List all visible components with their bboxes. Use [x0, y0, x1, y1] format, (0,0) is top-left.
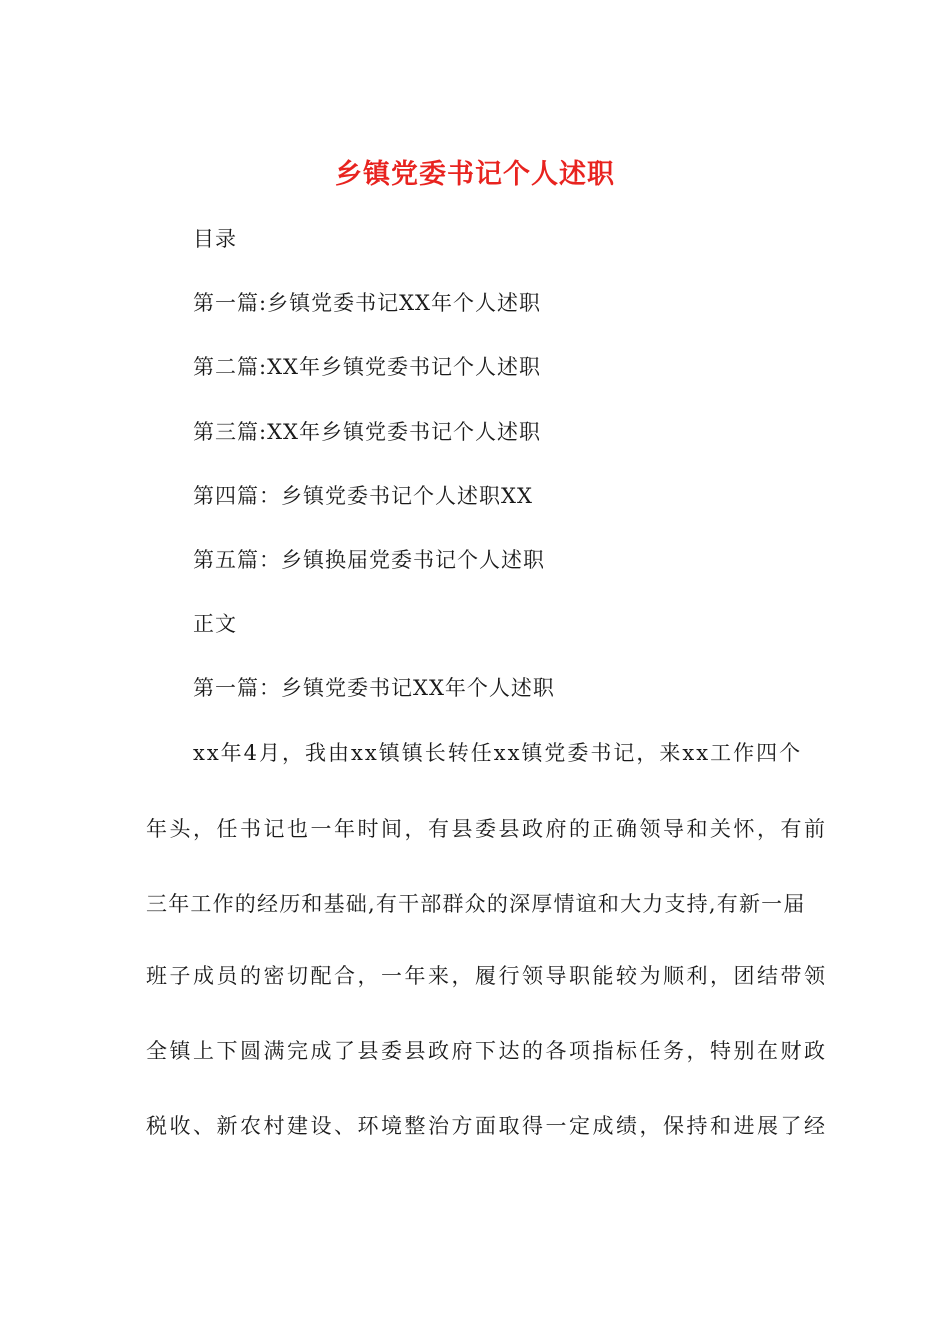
paragraph-line-6: 税收、新农村建设、环境整治方面取得一定成绩，保持和进展了经: [146, 1114, 828, 1138]
toc-item-2: 第二篇:XX年乡镇党委书记个人述职: [193, 355, 541, 379]
toc-item-3: 第三篇:XX年乡镇党委书记个人述职: [193, 420, 541, 444]
paragraph-line-3: 三年工作的经历和基础,有干部群众的深厚情谊和大力支持,有新一届: [146, 892, 806, 916]
document-title: 乡镇党委书记个人述职: [335, 159, 615, 190]
toc-heading: 目录: [193, 227, 237, 251]
body-heading: 正文: [193, 612, 237, 636]
paragraph-line-5: 全镇上下圆满完成了县委县政府下达的各项指标任务，特别在财政: [146, 1039, 828, 1063]
toc-item-5: 第五篇：乡镇换届党委书记个人述职: [193, 548, 545, 572]
paragraph-line-2: 年头，任书记也一年时间，有县委县政府的正确领导和关怀，有前: [146, 817, 828, 841]
toc-item-1: 第一篇:乡镇党委书记XX年个人述职: [193, 291, 541, 315]
section-title: 第一篇：乡镇党委书记XX年个人述职: [193, 676, 555, 700]
paragraph-line-4: 班子成员的密切配合，一年来，履行领导职能较为顺利，团结带领: [146, 964, 828, 988]
toc-item-4: 第四篇：乡镇党委书记个人述职XX: [193, 484, 533, 508]
paragraph-line-1: xx年4月，我由xx镇镇长转任xx镇党委书记，来xx工作四个: [193, 741, 803, 765]
